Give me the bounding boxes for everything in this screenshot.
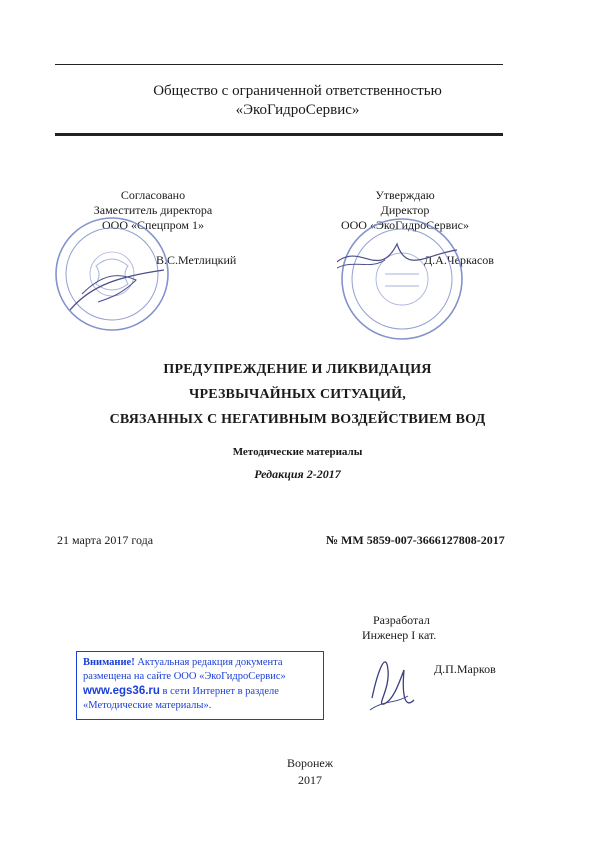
approval-left-line-2: Заместитель директора <box>93 203 213 217</box>
approval-left-signer: В.С.Метлицкий <box>156 253 237 267</box>
title-line-1: ПРЕДУПРЕЖДЕНИЕ И ЛИКВИДАЦИЯ <box>163 362 432 377</box>
header-rule-top <box>55 64 503 65</box>
notice-lead: Внимание! <box>83 657 135 668</box>
developer-role-2: Инженер I кат. <box>362 628 437 642</box>
notice-text-1: Актуальная редакция документа размещена на сайте ООО «ЭкоГидроСервис» <box>83 657 286 682</box>
organization-name <box>0 82 595 120</box>
title-line-2: ЧРЕЗВЫЧАЙНЫХ СИТУАЦИЙ, <box>189 387 406 402</box>
approval-right-line-3: ООО «ЭкоГидроСервис» <box>340 218 470 232</box>
document-subtitle: Методические материалы <box>232 446 363 458</box>
document-number: № ММ 5859-007-3666127808-2017 <box>326 533 505 547</box>
approval-right-line-1: Утверждаю <box>375 188 435 202</box>
title-line-3: СВЯЗАННЫХ С НЕГАТИВНЫМ ВОЗДЕЙСТВИЕМ ВОД <box>109 412 486 427</box>
notice-text-2: в сети Интернет в разделе «Методические материалы». <box>83 686 279 711</box>
approval-left-line-3: ООО «Спецпром 1» <box>102 218 204 232</box>
approval-left-line-1: Согласовано <box>120 188 186 202</box>
header-rule-bottom <box>55 133 503 136</box>
round-seal-right <box>337 214 467 344</box>
document-edition: Редакция 2-2017 <box>254 467 341 481</box>
footer-year: 2017 <box>298 773 322 787</box>
footer-place <box>0 755 595 789</box>
developer-name: Д.П.Марков <box>434 662 496 676</box>
actual-edition-notice <box>76 651 324 720</box>
footer-city: Воронеж <box>286 756 334 770</box>
round-seal-left <box>52 214 172 334</box>
developer-signature <box>364 640 434 720</box>
organization-line-1: Общество с ограниченной ответственностью <box>153 83 442 99</box>
document-date: 21 марта 2017 года <box>57 533 154 547</box>
approval-right-signer: Д.А.Черкасов <box>424 253 494 267</box>
approval-right-line-2: Директор <box>380 203 430 217</box>
notice-url-link[interactable]: www.egs36.ru <box>83 685 160 697</box>
organization-line-2: «ЭкоГидроСервис» <box>235 102 360 118</box>
developer-role-1: Разработал <box>373 613 430 627</box>
document-title <box>0 360 595 430</box>
